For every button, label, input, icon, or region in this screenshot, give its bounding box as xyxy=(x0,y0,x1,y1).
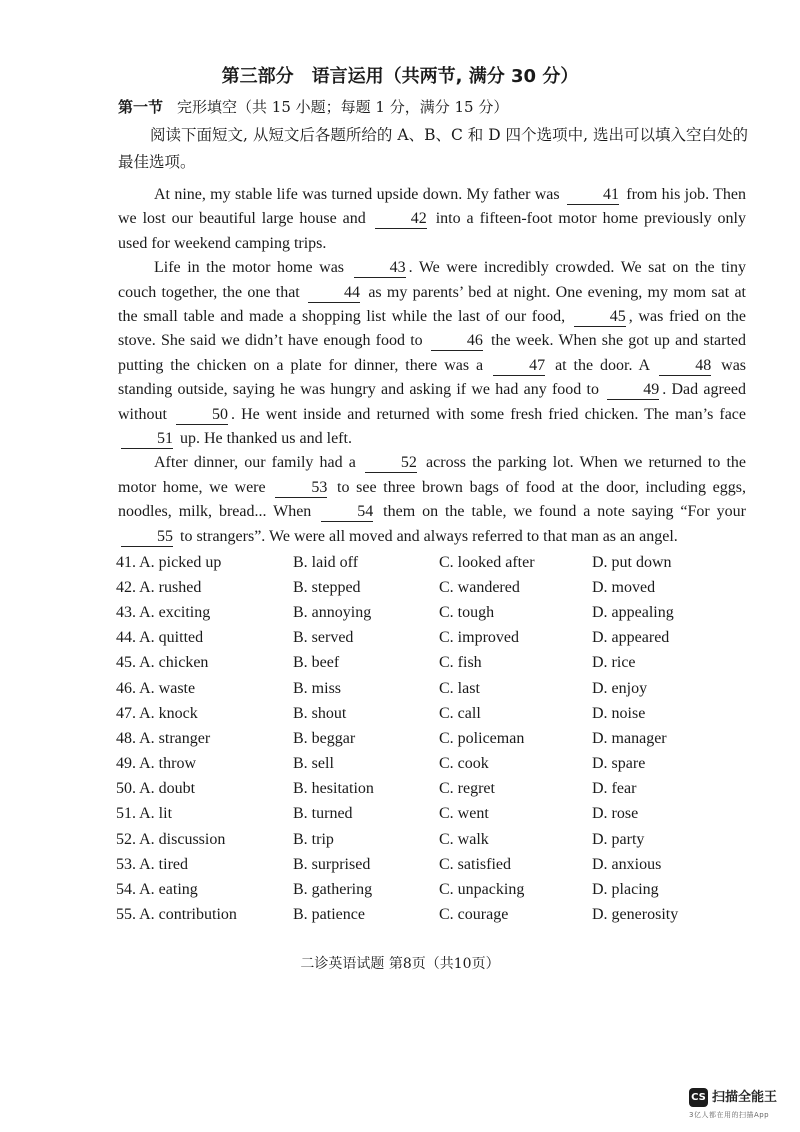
option-a: 52. A. discussion xyxy=(116,830,226,848)
blank-51: 51 xyxy=(121,430,173,449)
blank-48: 48 xyxy=(659,357,711,376)
option-d: D. manager xyxy=(592,729,667,747)
option-d: D. party xyxy=(592,830,645,848)
option-c: C. regret xyxy=(439,780,495,798)
passage-text: across the parking lot. When we returned to the motor home, we were xyxy=(118,454,747,496)
option-c: C. unpacking xyxy=(439,881,525,899)
option-c: C. went xyxy=(439,805,489,823)
blank-42: 42 xyxy=(375,210,427,229)
option-c: C. cook xyxy=(439,755,489,773)
option-a: 47. A. knock xyxy=(116,704,198,722)
passage-text: up. He thanked us and left. xyxy=(180,430,352,448)
option-d: D. noise xyxy=(592,704,646,722)
scanner-watermark xyxy=(689,1088,799,1128)
question-row xyxy=(116,726,756,751)
passage-text: into a fifteen-foot motor home previously only used for weekend camping trips. xyxy=(118,210,747,252)
question-row xyxy=(116,651,756,676)
question-row xyxy=(116,626,756,651)
passage-text: to strangers”. We were all moved and always referred to that man as an angel. xyxy=(180,527,678,545)
section-title: 完形填空（共 15 小题；每题 1 分，满分 15 分） xyxy=(177,98,509,116)
option-d: D. enjoy xyxy=(592,679,648,697)
blank-46: 46 xyxy=(431,332,483,351)
blank-43: 43 xyxy=(354,259,406,278)
passage-text: , was fried on the stove. She said we didn’t have enough food to xyxy=(118,308,747,350)
question-row xyxy=(116,676,756,701)
passage-text: At nine, my stable life was turned upside down. My father was xyxy=(154,186,560,203)
option-d: D. generosity xyxy=(592,906,679,924)
blank-49: 49 xyxy=(607,381,659,400)
paragraph-3 xyxy=(118,451,746,549)
blank-44: 44 xyxy=(308,284,360,303)
option-a: 44. A. quitted xyxy=(116,629,204,647)
option-b: B. gathering xyxy=(293,881,373,899)
paragraph-2 xyxy=(118,256,746,451)
question-row xyxy=(116,600,756,625)
question-row xyxy=(116,903,756,928)
option-c: C. tough xyxy=(439,603,495,621)
option-a: 43. A. exciting xyxy=(116,603,211,621)
blank-53: 53 xyxy=(275,479,327,498)
question-row xyxy=(116,575,756,600)
option-a: 51. A. lit xyxy=(116,805,173,823)
blank-54: 54 xyxy=(321,503,373,522)
option-d: D. rose xyxy=(592,805,639,823)
passage-text: from his job. Then we lost our beautiful large house and xyxy=(118,186,747,228)
scanner-app-name: 扫描全能王 xyxy=(712,1090,778,1105)
option-a: 54. A. eating xyxy=(116,881,198,899)
option-d: D. appealing xyxy=(592,603,674,621)
part-title: 第三部分 语言运用（共两节, 满分 30 分） xyxy=(221,66,579,87)
option-a: 46. A. waste xyxy=(116,679,196,697)
option-d: D. fear xyxy=(592,780,637,798)
option-b: B. beef xyxy=(293,654,340,672)
option-a: 55. A. contribution xyxy=(116,906,237,924)
option-a: 50. A. doubt xyxy=(116,780,196,798)
option-b: B. patience xyxy=(293,906,365,924)
passage-text: at the door. A xyxy=(555,356,650,374)
option-b: B. shout xyxy=(293,704,347,722)
option-c: C. policeman xyxy=(439,729,525,747)
page-footer: 二诊英语试题 第8页（共10页） xyxy=(300,956,500,972)
passage-text: . He went inside and returned with some fresh fried chicken. The man’s face xyxy=(230,405,747,423)
option-c: C. call xyxy=(439,704,481,722)
option-b: B. surprised xyxy=(293,855,371,873)
option-d: D. anxious xyxy=(592,855,662,873)
option-c: C. improved xyxy=(439,629,519,647)
option-a: 48. A. stranger xyxy=(116,729,211,747)
option-c: C. wandered xyxy=(439,578,520,596)
option-d: D. rice xyxy=(592,654,636,672)
instructions: 阅读下面短文, 从短文后各题所给的 A、B、C 和 D 四个选项中, 选出可以填入空白处的最佳选项。 xyxy=(118,126,748,171)
option-c: C. last xyxy=(439,679,480,697)
option-d: D. moved xyxy=(592,578,656,596)
option-b: B. miss xyxy=(293,679,342,697)
passage-text: the week. When she got up and started putting the chicken on a plate for dinner, there was a xyxy=(118,332,747,374)
option-b: B. hesitation xyxy=(293,780,374,798)
scanner-tagline: 3亿人都在用的扫描App xyxy=(689,1111,770,1119)
option-d: D. placing xyxy=(592,881,659,899)
option-b: B. annoying xyxy=(293,603,372,621)
option-b: B. laid off xyxy=(293,553,359,571)
answer-options xyxy=(116,550,756,928)
cloze-passage xyxy=(118,183,746,549)
question-row xyxy=(116,701,756,726)
passage-text: . We were incredibly crowded. We sat on the tiny couch together, the one that xyxy=(118,259,747,301)
option-d: D. spare xyxy=(592,755,646,773)
option-a: 42. A. rushed xyxy=(116,578,202,596)
blank-47: 47 xyxy=(493,357,545,376)
question-row xyxy=(116,852,756,877)
question-row xyxy=(116,877,756,902)
option-c: C. looked after xyxy=(439,553,535,571)
option-c: C. courage xyxy=(439,906,509,924)
option-c: C. fish xyxy=(439,654,482,672)
section-label: 第一节 xyxy=(118,98,164,116)
paragraph-1 xyxy=(118,183,746,256)
blank-52: 52 xyxy=(365,454,417,473)
question-row xyxy=(116,802,756,827)
option-a: 49. A. throw xyxy=(116,755,196,773)
option-b: B. served xyxy=(293,629,354,647)
option-b: B. beggar xyxy=(293,729,356,747)
option-b: B. stepped xyxy=(293,578,361,596)
passage-text: was standing outside, saying he was hungry and asking if we had any food to xyxy=(118,356,747,399)
scanner-logo-icon: CS xyxy=(689,1088,708,1107)
question-row xyxy=(116,777,756,802)
passage-text: to see three brown bags of food at the door, including eggs, noodles, milk, bread... When xyxy=(118,478,747,521)
option-a: 45. A. chicken xyxy=(116,654,209,672)
option-a: 53. A. tired xyxy=(116,855,188,873)
blank-45: 45 xyxy=(574,308,626,327)
blank-55: 55 xyxy=(121,528,173,547)
passage-text: as my parents’ bed at night. One evening, my mom sat at the small table and made a shopping list while the last of our food, xyxy=(118,283,747,326)
option-b: B. sell xyxy=(293,755,334,773)
option-c: C. satisfied xyxy=(439,855,511,873)
option-c: C. walk xyxy=(439,830,489,848)
question-row xyxy=(116,752,756,777)
option-b: B. trip xyxy=(293,830,334,848)
passage-text: them on the table, we found a note saying “For your xyxy=(383,503,747,521)
passage-text: After dinner, our family had a xyxy=(154,454,356,472)
option-a: 41. A. picked up xyxy=(116,553,222,571)
passage-text: . Dad agreed without xyxy=(118,381,746,423)
blank-50: 50 xyxy=(176,406,228,425)
blank-41: 41 xyxy=(567,186,619,205)
option-d: D. appeared xyxy=(592,629,670,647)
question-row xyxy=(116,550,756,575)
passage-text: Life in the motor home was xyxy=(154,259,345,277)
option-b: B. turned xyxy=(293,805,353,823)
section-heading xyxy=(118,96,508,117)
question-row xyxy=(116,827,756,852)
option-d: D. put down xyxy=(592,553,672,571)
